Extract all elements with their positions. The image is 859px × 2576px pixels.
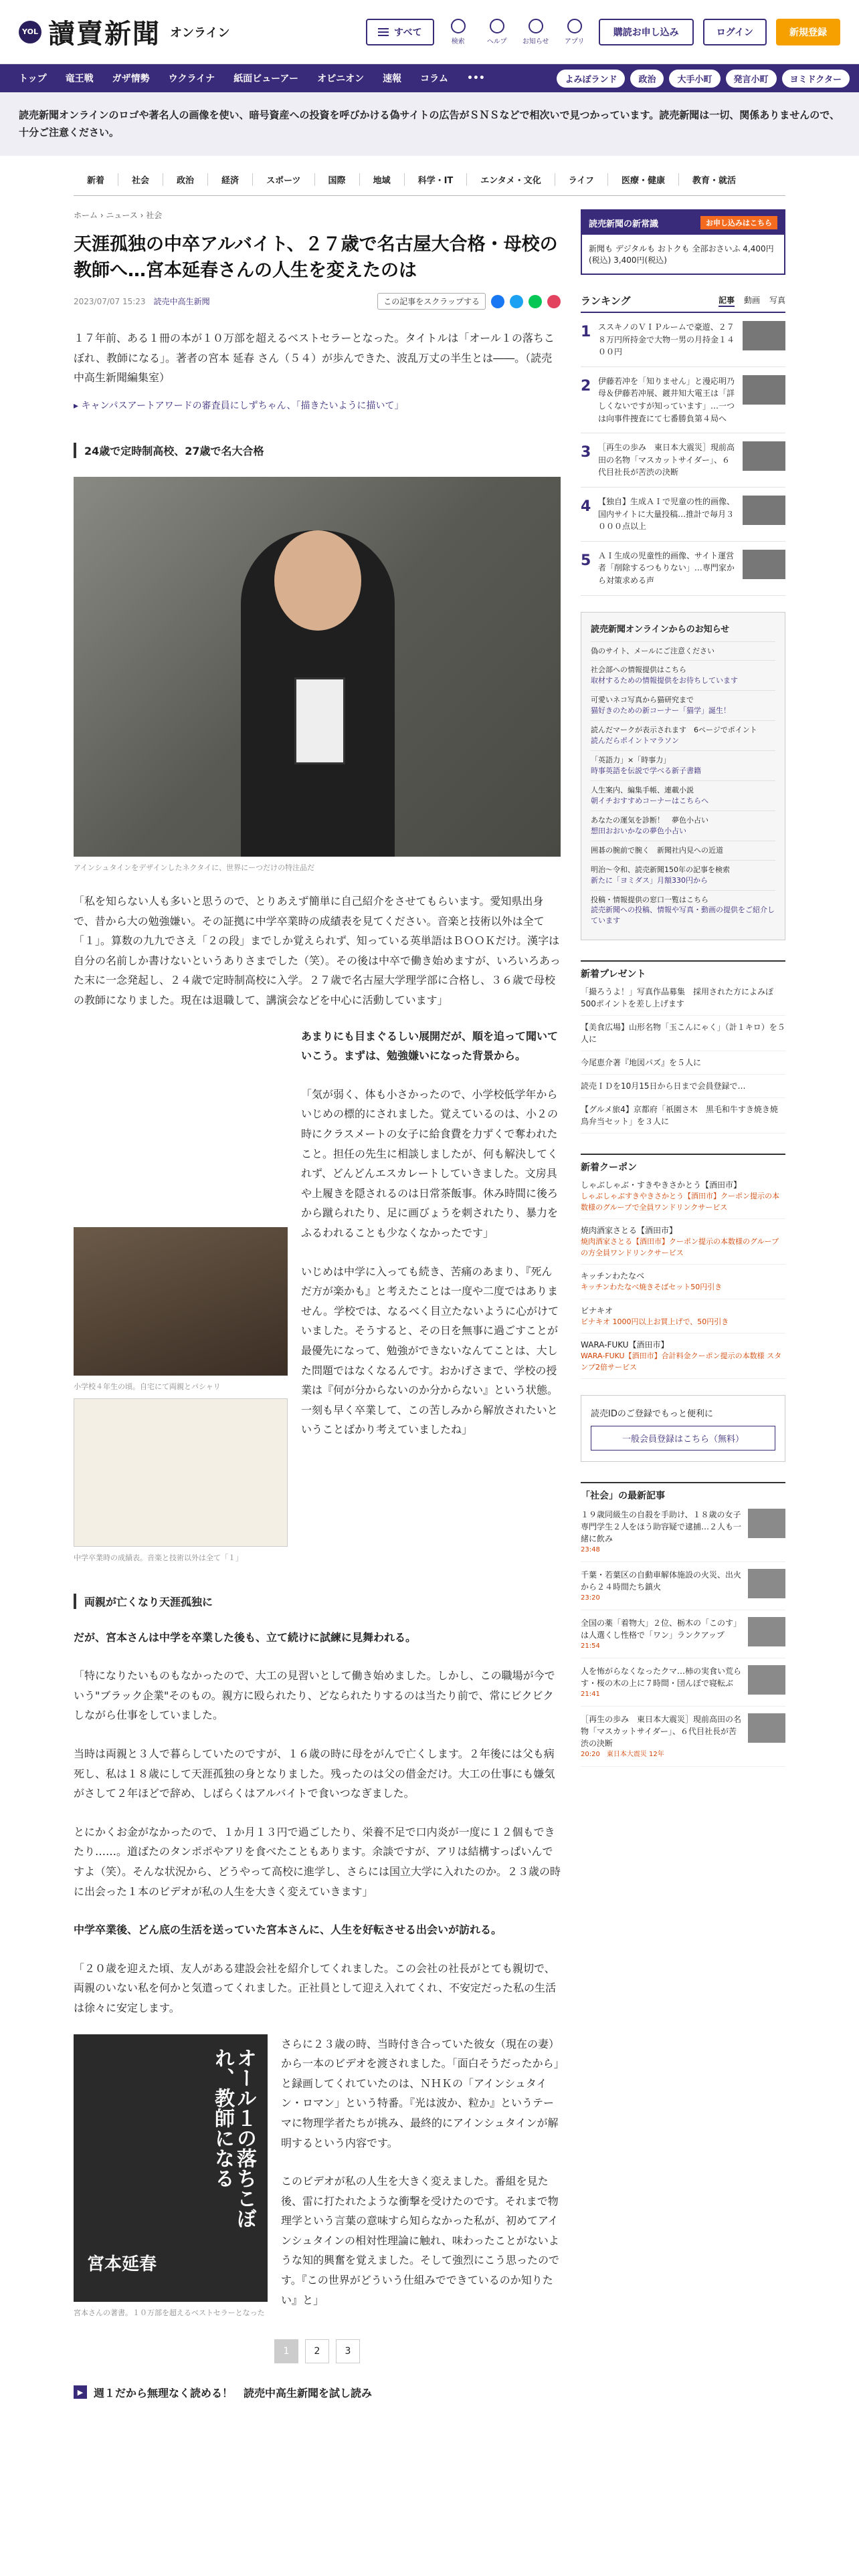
rank-thumbnail — [743, 496, 785, 525]
rank-title: 伊藤若冲を「知りません」と漫応明乃母＆伊藤若冲展、鍍井知大電王は「詳しくないですが知っています」…一つは向事件捜査にて七番勝負第４局へ — [598, 376, 735, 423]
app-icon — [567, 19, 582, 33]
nav-item-more[interactable]: ••• — [466, 73, 485, 84]
rank-number: 4 — [581, 498, 591, 515]
related-link-text: キャンパスアートアワードの審査員にしずちゃん、「描きたいように描いて」 — [81, 401, 404, 412]
photo-tie — [294, 677, 345, 764]
notice-item-title: 明治～令和、読売新聞150年の記事を検索 — [591, 865, 730, 874]
signup-box — [581, 1395, 785, 1462]
cat-sports[interactable]: スポーツ — [253, 173, 314, 186]
notice-item[interactable] — [591, 811, 775, 841]
rank-title: ススキノのＶＩＰルームで豪遊、２７８万円所持金で大物一男の月持金１４００円 — [598, 322, 735, 357]
notice-item[interactable] — [591, 860, 775, 890]
page-3[interactable]: 3 — [336, 2339, 360, 2363]
present-item[interactable]: 「撮ろうよ！」写真作品募集 採用された方によみぽ500ポイントを差し上げます — [581, 980, 785, 1016]
nav-item-ukraine[interactable]: ウクライナ — [168, 74, 215, 84]
rank-thumbnail — [743, 441, 785, 471]
coupon-item-title: ビナキオ — [581, 1305, 613, 1315]
all-menu-label: すべて — [393, 27, 422, 38]
fraud-notice: 読売新聞オンラインのロゴや著名人の画像を使い、暗号資産への投資を呼びかける偽サイトの広告がＳＮＳなどで相次いで見つかっています。読売新聞は一切、関係ありませんので、十分ご注意ください。 — [0, 92, 859, 156]
nav-item-gaza[interactable]: ガザ情勢 — [112, 74, 150, 84]
pagination — [274, 2339, 561, 2363]
article-title: 天涯孤独の中卒アルバイト、２７歳で名古屋大合格・母校の教師へ…宮本延春さんの人生を変えたのは — [74, 234, 558, 282]
interviewer-question: あまりにも目まぐるしい展開だが、順を追って聞いていこう。まずは、勉強嫌いになった背景から。 — [301, 1029, 559, 1063]
twitter-icon[interactable] — [510, 295, 523, 308]
notice-item[interactable] — [591, 780, 775, 811]
ranking-item[interactable] — [581, 542, 785, 596]
coupon-item[interactable] — [581, 1333, 785, 1379]
latest-item-title: ［再生の歩み 東日本大震災］現前高田の名物「マスカットサイダー」、６代目社長が苦渋の決断 — [581, 1715, 742, 1749]
signup-text: 読売IDのご登録でもっと便利に — [591, 1409, 713, 1420]
notice-item-title: 囲碁の腕前で腕く 新聞社内見への近道 — [591, 845, 723, 855]
report-card-caption: 中学卒業時の成績表。音楽と技術以外は全て「１」 — [74, 1553, 243, 1562]
arrow-right-icon: ▶ — [74, 2385, 87, 2399]
pill-otekomachi[interactable]: 大手小町 — [669, 70, 720, 88]
app-button[interactable] — [560, 19, 589, 45]
subscribe-button[interactable]: 購読お申し込み — [599, 19, 694, 45]
latest-item[interactable] — [581, 1707, 785, 1767]
trial-promo-text: 週１だから無理なく読める！ 読売中高生新聞を試し読み — [94, 2386, 373, 2399]
cat-local[interactable]: 地域 — [360, 173, 405, 186]
latest-item-title: 全国の薬「着物大」２位、栃木の「このす」は人選くし性格で「ワン」ランクアップ — [581, 1618, 742, 1640]
cat-economy[interactable]: 経済 — [208, 173, 253, 186]
latest-item-title: 人を怖がらなくなったクマ…柿の実食い荒らす・桜の木の上に７時間・団んぼで寝転ぶ — [581, 1667, 742, 1689]
notice-item-sub: 読んだらポイントマラソン — [591, 736, 679, 746]
breadcrumb[interactable]: ホーム › ニュース › 社会 — [74, 211, 163, 220]
notice-item-title: 人生案内、編集手帳、連載小説 — [591, 785, 694, 794]
latest-item[interactable] — [581, 1562, 785, 1610]
latest-item[interactable] — [581, 1610, 785, 1658]
notice-item-title: 社会部への情報提供はこちら — [591, 665, 686, 675]
nav-item-opinion[interactable]: オピニオン — [317, 74, 365, 84]
main-photo-caption: アインシュタインをデザインしたネクタイに、世界にーつだけの特注品だ — [74, 863, 315, 873]
notice-item-title: 偽のサイト、メールにご注意ください — [591, 646, 715, 655]
latest-item[interactable] — [581, 1658, 785, 1707]
rank-title: 【独自】生成ＡＩで児童の性的画像、国内サイトに大量投稿…推計で毎月３０００点以上 — [598, 496, 735, 532]
main-nav — [0, 64, 859, 92]
report-card-photo[interactable] — [74, 1398, 288, 1547]
sidebar — [581, 196, 785, 2400]
childhood-photo-caption: 小学校４年生の頃。自宅にて両親とパシャリ — [74, 1382, 221, 1391]
latest-item-title: 千葉・若葉区の自動車解体施設の火災、出火から２４時間たち鎮火 — [581, 1570, 742, 1592]
subscription-body: 新聞も デジタルも おトクも 全部おさいふ 4,400円(税込) 3,400円(税込) — [589, 244, 774, 265]
rank-number: 2 — [581, 377, 591, 395]
coupon-title: 新着クーポン — [581, 1154, 785, 1174]
category-nav — [74, 173, 785, 196]
hamburger-icon — [378, 28, 389, 36]
pill-hatsugen[interactable]: 発言小町 — [726, 70, 777, 88]
rank-thumbnail — [743, 550, 785, 579]
nav-item-top[interactable]: トップ — [19, 74, 47, 84]
notice-item-sub: 取材するための情報提供をお待ちしています — [591, 676, 738, 685]
coupon-item-title: キッチンわたなべ — [581, 1271, 645, 1281]
latest-item[interactable] — [581, 1502, 785, 1562]
register-button[interactable]: 新規登録 — [776, 19, 840, 45]
photo-face — [274, 530, 361, 631]
coupon-item[interactable] — [581, 1265, 785, 1299]
scrap-button[interactable]: この記事をスクラップする — [377, 293, 486, 310]
latest-thumbnail — [748, 1617, 785, 1646]
article-paragraph: 「特になりたいものもなかったので、大工の見習いとして働き始めました。しかし、この職場が今でいう"ブラック企業"そのもの。親方に殴られたり、どなられたりするのは当たり前で、常にビクビクしながら仕事をしていました。 — [74, 1669, 555, 1722]
article-paragraph: 「２０歳を迎えた頃、友人がある建設会社を紹介してくれました。この会社の社長がとても親切で、両親のいない私を何かと気遣ってくれました。正社員として迎え入れてくれ、不安定だった私の生活は徐々に安定します。 — [74, 1961, 556, 2014]
latest-thumbnail — [748, 1713, 785, 1743]
subscription-cta[interactable]: お申し込みはこちら — [700, 216, 777, 229]
notice-item-sub: 想田おおいかなの夢色小占い — [591, 826, 686, 835]
page-1[interactable]: 1 — [274, 2339, 298, 2363]
cat-world[interactable]: 国際 — [315, 173, 360, 186]
cat-science[interactable]: 科学・IT — [405, 173, 468, 186]
pill-yomidr[interactable]: ヨミドクター — [782, 70, 850, 88]
search-button[interactable] — [444, 19, 473, 45]
cat-new[interactable]: 新着 — [74, 173, 118, 186]
article-meta — [74, 293, 561, 310]
ranking-item[interactable] — [581, 433, 785, 488]
app-label: アプリ — [564, 37, 585, 45]
cat-health[interactable]: 医療・健康 — [608, 173, 679, 186]
site-notices — [581, 612, 785, 941]
coupon-item-sub: ビナキオ 1000円以上お買上げで、50円引き — [581, 1317, 729, 1326]
all-menu-button[interactable] — [366, 19, 434, 45]
rank-number: 3 — [581, 444, 591, 461]
cat-life[interactable]: ライフ — [555, 173, 608, 186]
ranking-item[interactable] — [581, 313, 785, 367]
subscription-banner[interactable] — [581, 209, 785, 275]
notice-item[interactable] — [591, 660, 775, 690]
coupon-item[interactable] — [581, 1219, 785, 1265]
interviewer-question: だが、宮本さんは中学を卒業した後も、立て続けに試練に見舞われる。 — [74, 1630, 417, 1644]
coupon-item[interactable] — [581, 1174, 785, 1219]
latest-item-time: 21:41 — [581, 1691, 600, 1699]
latest-item-time: 20:20 東日本大震災 12年 — [581, 1751, 664, 1759]
rank-number: 1 — [581, 324, 591, 340]
article-paragraph: 当時は両親と３人で暮らしていたのですが、１６歳の時に母をがんで亡くします。２年後には父も病死し、私は１８歳にして天涯孤独の身となりました。残ったのは父の借金だけ。大工の仕事にも嫌気がさして２年ほどで辞め、しばらくはアルバイトで食いつなぎました。 — [74, 1747, 555, 1800]
coupon-item-sub: しゃぶしゃぶすきやきさかとう【酒田市】クーポン提示の本数様のグループで全員ワンドリンクサービス — [581, 1192, 779, 1212]
notice-item-title: 可愛いネコ写真から猫研究まで — [591, 695, 694, 705]
pill-politics[interactable]: 政治 — [630, 70, 664, 88]
notice-item[interactable] — [591, 720, 775, 750]
trial-promo-link[interactable] — [74, 2385, 561, 2400]
coupon-item-title: WARA-FUKU【酒田市】 — [581, 1340, 669, 1350]
article-paragraph: とにかくお金がなかったので、１か月１３円で過ごしたり、栄養不足で口内炎が一度に１２個もできたり……。道ばたのタンポポやアリを食べたこともあります。余談ですが、アリは結構すっぱいんですよ（笑）。そんな状況から、どうやって高校に進学し、さらには国立大学に入れたのか。２３歳の時に出会った１本のビデオが私の人生を大きく変えていきます」 — [74, 1825, 561, 1898]
facebook-icon[interactable] — [491, 295, 504, 308]
latest-item-title: １９歳同級生の自殺を手助け、１８歳の女子専門学生２人をほう助容疑で逮捕…２人も一緒に飲み — [581, 1510, 742, 1544]
cat-education[interactable]: 教育・就活 — [692, 176, 737, 186]
article-paragraph: さらに２３歳の時、当時付き合っていた彼女（現在の妻）から一本のビデオを渡されました。「面白そうだったから」と録画してくれていたのは、ＮＨＫの「アインシュタイン・ロマン」という特番。『光は波か、粒か』というテーマに物理学者たちが挑み、最終的にアインシュタインが解明するという内容です。 — [281, 2037, 560, 2149]
rank-title: ＡＩ生成の児童性的画像、サイト運営者「削除するつもりない」…専門家から対策求める声 — [598, 550, 735, 585]
latest-thumbnail — [748, 1665, 785, 1695]
section-heading: 両親が亡くなり天涯孤独に — [74, 1594, 561, 1609]
cat-society[interactable]: 社会 — [118, 173, 163, 186]
page-2[interactable]: 2 — [305, 2339, 329, 2363]
latest-item-time: 21:54 — [581, 1642, 600, 1650]
article-paragraph: 「私を知らない人も多いと思うので、とりあえず簡単に自己紹介をさせてもらいます。愛知県出身で、昔から大の勉強嫌い。その証拠に中学卒業時の成績表を見てください。音楽と技術以外は全て「１」。算数の九九でさえ「２の段」までしか覚えられず、知っている英単語はＢＯＯＫだけ。漢字は自分の名前しか書けないというありさまでした（笑）。その後は中卒で働き始めますが、いろいろあった末に一念発起し、２４歳で定時制高校に入学。２７歳で名古屋大学理学部に合格し、３６歳で母校の教師になりました。現在は退職して、講演会などを中心に活動しています」 — [74, 895, 561, 1007]
coupon-item[interactable] — [581, 1299, 785, 1334]
coupon-item-sub: WARA-FUKU【酒田市】合計料金クーポン提示の本数様 スタンプ2倍サービス — [581, 1352, 782, 1372]
book-caption: 宮本さんの著書。１０万部を超えるベストセラーとなった — [74, 2308, 265, 2317]
article-column — [74, 196, 561, 2400]
notice-item[interactable] — [591, 890, 775, 931]
article-paragraph: 「気が弱く、体も小さかったので、小学校低学年からいじめの標的にされました。覚えているのは、小２の時にクラスメートの女子に給食費を力ずくで奪われたこと。担任の先生に相談しましたが、何も解決してくれず、どんどんエスカレートしていきました。文房具や上履きを隠されるのは日常茶飯事。休み時間に後ろから蹴られたり、足に画びょうを刺されたり、暴力をふるわれることも少なくなかったです」 — [301, 1087, 559, 1239]
nav-item-breaking[interactable]: 速報 — [383, 74, 402, 84]
search-label: 検索 — [451, 37, 465, 45]
rank-thumbnail — [743, 375, 785, 405]
login-button[interactable]: ログイン — [703, 19, 767, 45]
latest-title: 「社会」の最新記事 — [581, 1482, 785, 1502]
site-logo[interactable] — [19, 13, 229, 51]
ranking-header — [581, 294, 785, 313]
coupon-item-sub: 焼肉酒家さとる【酒田市】クーポン提示の本数様のグループの方全員ワンドリンクサービス — [581, 1237, 779, 1257]
book-author: 宮本延春 — [87, 2254, 157, 2274]
article-date: 2023/07/07 15:23 — [74, 296, 146, 306]
tab-videos[interactable]: 動画 — [743, 296, 760, 305]
rank-title: ［再生の歩み 東日本大震災］現前高田の名物「マスカットサイダー」、６代目社長が苦渋の決断 — [598, 443, 735, 477]
related-link[interactable]: ▸ キャンパスアートアワードの審査員にしずちゃん、「描きたいように描いて」 — [74, 401, 404, 412]
logo-wordmark: 讀賣新聞 — [48, 18, 161, 49]
latest-item-time: 23:20 — [581, 1594, 600, 1602]
nav-item-ryuo[interactable]: 竜王戦 — [65, 74, 94, 84]
site-notices-title: 読売新聞オンラインからのお知らせ — [591, 624, 730, 635]
notice-item-sub: 朝イチおすすめコーナーはこちらへ — [591, 796, 709, 805]
article-lead: １７年前、ある１冊の本が１０万部を超えるベストセラーとなった。タイトルは「オール１の落ちこぼれ、教師になる」。著者の宮本 延春 さん（５４）が歩んできた、波乱万丈の半生とは――。（読売中高生新聞編集室） — [74, 332, 555, 385]
ranking-item[interactable] — [581, 367, 785, 433]
mail-icon[interactable] — [547, 295, 561, 308]
nav-item-column[interactable]: コラム — [420, 74, 448, 84]
interviewer-question: 中学卒業後、どん底の生活を送っていた宮本さんに、人生を好転させる出会いが訪れる。 — [74, 1923, 502, 1937]
tab-articles[interactable]: 記事 — [719, 294, 735, 307]
bell-icon — [529, 19, 543, 33]
subscription-title: 読売新聞の新常識 — [589, 219, 659, 229]
help-icon — [490, 19, 504, 33]
present-item[interactable]: 【美食広場】山形名物「玉こんにゃく」（計１キロ）を５人に — [581, 1016, 785, 1051]
latest-item-time: 23:48 — [581, 1546, 600, 1554]
article-paragraph: このビデオが私の人生を大きく変えました。番組を見た後、雷に打たれたような衝撃を受けたのです。それまで物理学という言葉の意味すら知らなかった私が、初めてアインシュタインの相対性理論に触れ、味わったことがないような知的興奮を覚えました。そして強烈にこう思ったのです。『この世界がどういう仕組みでできているのか知りたい』と」 — [281, 2175, 560, 2306]
coupon-item-title: しゃぶしゃぶ・すきやきさかとう【酒田市】 — [581, 1180, 742, 1190]
notice-item[interactable] — [591, 641, 775, 661]
article-paragraph: いじめは中学に入っても続き、苦痛のあまり、『死んだ方が楽かも』と考えたことは一度や二度ではありません。学校では、なるべく目立たないように心がけていました。そうすると、その日を無事に過ごすことが最優先になって、勉強ができないなんてことは、大した問題ではなくなるんです。おかげさまで、学校の授業は『何が分からないのか分からない』という状態。一刻も早く卒業して、この苦しみから解放されたいということばかり考えていましたね」 — [301, 1265, 559, 1436]
article-source[interactable]: 読売中高生新聞 — [153, 297, 210, 307]
notice-item-title: 読んだマークが表示されます 6ページでポイント — [591, 726, 757, 735]
line-icon[interactable] — [529, 295, 542, 308]
notice-item[interactable] — [591, 750, 775, 780]
cat-culture[interactable]: エンタメ・文化 — [467, 173, 555, 186]
notice-item-title: あなたの運気を診断！ 夢色小占い — [591, 815, 708, 825]
notice-item-sub: 時事英語を伝説で学べる新子書籍 — [591, 766, 701, 775]
tab-photos[interactable]: 写真 — [769, 296, 785, 305]
ranking-title: ランキング — [581, 295, 631, 307]
notification-button[interactable] — [521, 19, 551, 45]
section-heading: 24歳で定時制高校、27歳で名大合格 — [74, 443, 561, 458]
help-label: ヘルプ — [486, 37, 507, 45]
coupon-item-sub: キッチンわたなべ焼きそばセット50円引き — [581, 1283, 723, 1292]
present-item[interactable]: 今尾恵介著『地図パズ』を５人に — [581, 1051, 785, 1075]
rank-number: 5 — [581, 552, 591, 569]
latest-thumbnail — [748, 1569, 785, 1598]
coupon-item-title: 焼肉酒家さとる【酒田市】 — [581, 1226, 678, 1236]
nav-item-viewer[interactable]: 紙面ビューアー — [233, 74, 299, 84]
book-cover[interactable] — [74, 2034, 268, 2302]
main-photo[interactable] — [74, 477, 561, 857]
latest-thumbnail — [748, 1509, 785, 1538]
signup-button[interactable]: 一般会員登録はこちら（無料） — [591, 1426, 775, 1451]
cat-politics[interactable]: 政治 — [163, 173, 208, 186]
help-button[interactable] — [482, 19, 512, 45]
pill-yomipo[interactable]: よみぽランド — [557, 70, 625, 88]
notice-item-sub: 猫好きのための新コーナー「猫学」誕生！ — [591, 706, 731, 716]
present-item[interactable]: 【グルメ旅4】京都府「祇園さ木 黒毛和牛すき焼き焼鳥弁当セット」を３人に — [581, 1098, 785, 1134]
notification-label: お知らせ — [522, 37, 549, 45]
notice-item-title: 「英語力」×「時事力」 — [591, 756, 671, 765]
notice-item[interactable] — [591, 841, 775, 860]
notice-item-title: 投稿・情報提供の窓口一覧はこちら — [591, 895, 708, 904]
notice-item-sub: 読売新聞への投稿、情報や写真・動画の提供をご紹介しています — [591, 905, 775, 926]
notice-item[interactable] — [591, 690, 775, 720]
present-item[interactable]: 読売ＩＤを10月15日から日まで会員登録で… — [581, 1075, 785, 1098]
book-title: オール１の落ちこぼれ、教師になる — [211, 2047, 256, 2228]
logo-subtitle: オンライン — [170, 25, 230, 40]
notice-item-sub: 新たに「ヨミダス」月額330円から — [591, 875, 708, 885]
present-title: 新着プレゼント — [581, 960, 785, 980]
ranking-item[interactable] — [581, 488, 785, 542]
search-icon — [451, 19, 466, 33]
childhood-photo[interactable] — [74, 1227, 288, 1376]
rank-thumbnail — [743, 321, 785, 350]
logo-badge: YOL — [19, 21, 41, 43]
site-header — [0, 0, 859, 64]
